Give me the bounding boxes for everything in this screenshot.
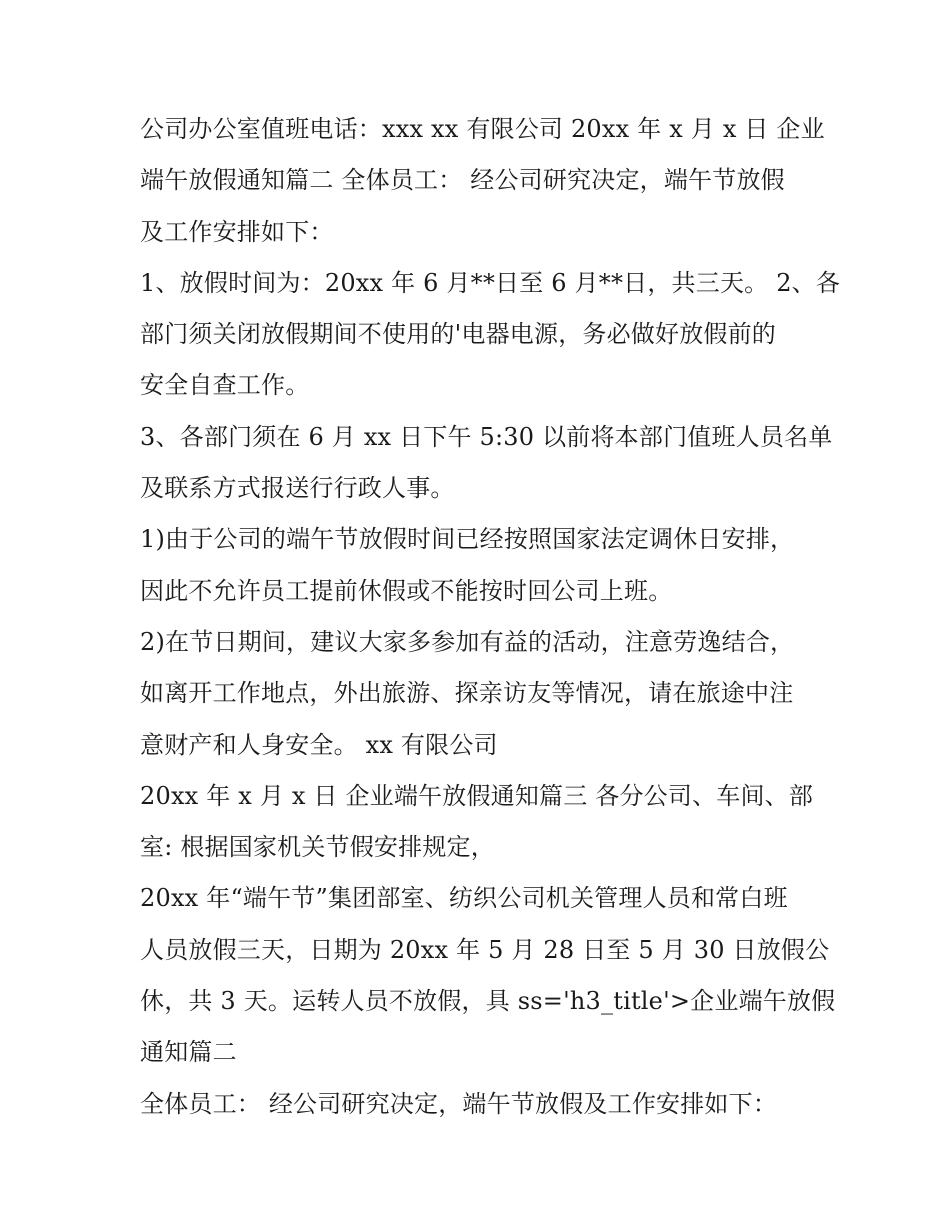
text-line: 人员放假三天，日期为 20xx 年 5 月 28 日至 5 月 30 日放假公 [140,935,830,964]
text-line: 因此不允许员工提前休假或不能按时回公司上班。 [140,576,673,605]
text-line: 1、放假时间为：20xx 年 6 月**日至 6 月**日，共三天。 2、各 [140,268,841,297]
text-line: 公司办公室值班电话：xxx xx 有限公司 20xx 年 x 月 x 日 企业 [140,115,825,143]
text-line: 20xx 年“端午节”集团部室、纺织公司机关管理人员和常白班 [140,884,788,913]
text-line: 全体员工： 经公司研究决定，端午节放假及工作安排如下： [140,1089,778,1118]
text-line: 休，共 3 天。运转人员不放假，具 ss='h3_title'>企业端午放假 [140,987,836,1016]
text-line: 2)在节日期间，建议大家多参加有益的活动，注意劳逸结合， [140,627,795,656]
text-line: 3、各部门须在 6 月 xx 日下午 5:30 以前将本部门值班人员名单 [140,422,833,451]
document-body [140,104,841,1130]
text-line: 及联系方式报送行行政人事。 [140,474,455,503]
text-line: 安全自查工作。 [140,371,310,400]
text-line: 20xx 年 x 月 x 日 企业端午放假通知篇三 各分公司、车间、部 [140,781,814,810]
text-line: 通知篇二 [140,1038,237,1067]
text-line: 端午放假通知篇二 全体员工： 经公司研究决定，端午节放假 [140,166,785,195]
text-line: 室: 根据国家机关节假安排规定， [140,833,495,862]
text-line: 及工作安排如下： [140,217,334,246]
text-line: 部门须关闭放假期间不使用的'电器电源，务必做好放假前的 [140,320,776,349]
text-line: 如离开工作地点，外出旅游、探亲访友等情况，请在旅途中注 [140,679,794,708]
text-line: 1)由于公司的端午节放假时间已经按照国家法定调休日安排， [140,525,795,554]
text-line: 意财产和人身安全。 xx 有限公司 [140,730,498,759]
